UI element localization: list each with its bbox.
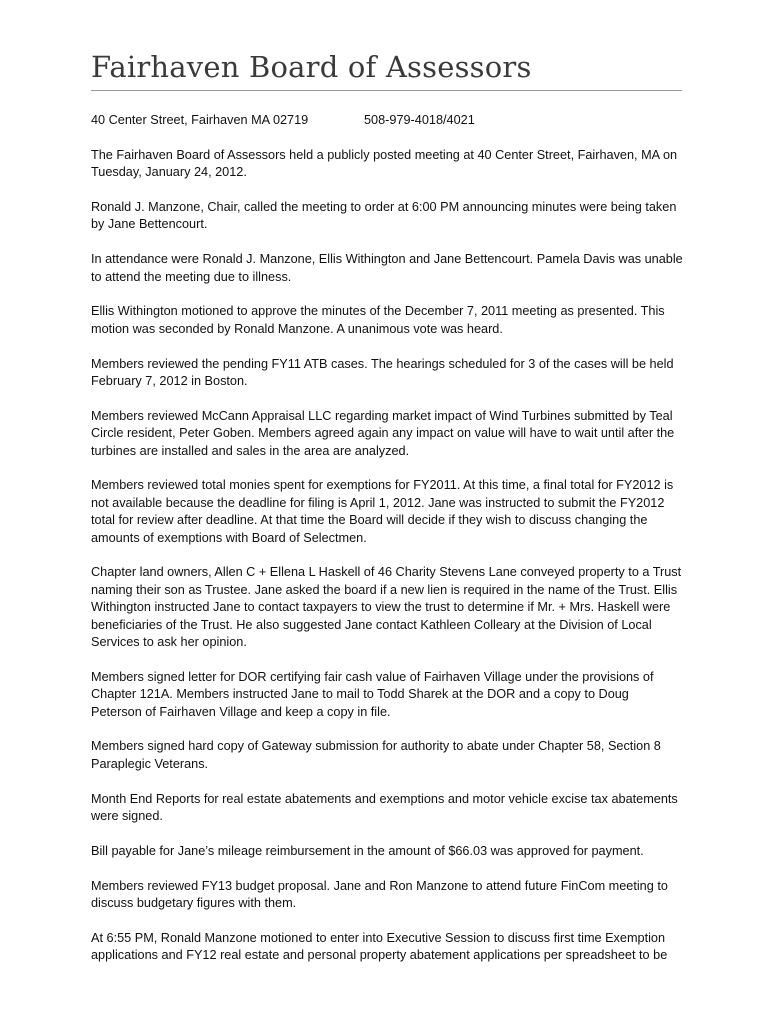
attendance-paragraph: In attendance were Ronald J. Manzone, Ellis Withington and Jane Bettencourt. Pamela Davis was unable to attend the meeting due to illness.: [91, 252, 683, 284]
office-phone: 508-979-4018/4021: [364, 113, 475, 127]
office-address: 40 Center Street, Fairhaven MA 02719: [91, 113, 309, 127]
gateway-submission-paragraph: Members signed hard copy of Gateway submission for authority to abate under Chapter 58, Section 8 Paraplegic Veterans.: [91, 739, 661, 771]
atb-cases-paragraph: Members reviewed the pending FY11 ATB cases. The hearings scheduled for 3 of the cases will be held February 7, 2012 in Boston.: [91, 356, 674, 388]
month-end-reports-paragraph: Month End Reports for real estate abatements and exemptions and motor vehicle excise tax abatements were signed.: [91, 791, 678, 824]
dor-letter-paragraph: Members signed letter for DOR certifying fair cash value of Fairhaven Village under the provisions of Chapter 121A. Members instructed Jane to mail to Todd Sharek at the DOR and a copy to Doug Peterson of Fairhaven Village and keep a copy in file.: [91, 669, 654, 719]
document-body: [91, 112, 683, 982]
address-line: [91, 112, 683, 129]
call-to-order-paragraph: Ronald J. Manzone, Chair, called the meeting to order at 6:00 PM announcing minutes were being taken by Jane Bettencourt.: [91, 199, 677, 232]
executive-session-paragraph: At 6:55 PM, Ronald Manzone motioned to enter into Executive Session to discuss first time Exemption applications and FY12 real estate and personal property abatement applications per spreadsheet to be: [91, 930, 668, 963]
wind-turbines-paragraph: Members reviewed McCann Appraisal LLC regarding market impact of Wind Turbines submitted by Teal Circle resident, Peter Goben. Members agreed again any impact on value will have to wait until after the turbines are installed and sales in the area are analyzed.: [91, 408, 675, 458]
budget-proposal-paragraph: Members reviewed FY13 budget proposal. Jane and Ron Manzone to attend future FinCom meeting to discuss budgetary figures with them.: [91, 878, 668, 911]
document-title: Fairhaven Board of Assessors: [91, 50, 532, 84]
minutes-approval-paragraph: Ellis Withington motioned to approve the minutes of the December 7, 2011 meeting as presented. This motion was seconded by Ronald Manzone. A unanimous vote was heard.: [91, 304, 665, 336]
mileage-reimbursement-paragraph: Bill payable for Jane’s mileage reimbursement in the amount of $66.03 was approved for payment.: [91, 843, 644, 858]
meeting-notice-paragraph: The Fairhaven Board of Assessors held a publicly posted meeting at 40 Center Street, Fairhaven, MA on Tuesday, January 24, 2012.: [91, 147, 678, 180]
title-rule: [91, 90, 682, 91]
chapter-land-paragraph: Chapter land owners, Allen C + Ellena L Haskell of 46 Charity Stevens Lane conveyed property to a Trust naming their son as Trustee. Jane asked the board if a new lien is required in the name of the Trust. Ellis Withington instructed Jane to contact taxpayers to view the trust to determine if Mr. + Mrs. Haskell were beneficiaries of the Trust. He also suggested Jane contact Kathleen Colleary at the Division of Local Services to ask her opinion.: [91, 565, 682, 650]
exemptions-paragraph: Members reviewed total monies spent for exemptions for FY2011. At this time, a final total for FY2012 is not available because the deadline for filing is April 1, 2012. Jane was instructed to submit the FY2012 total for review after deadline. At that time the Board will decide if they wish to discuss changing the amounts of exemptions with Board of Selectmen.: [91, 478, 674, 545]
